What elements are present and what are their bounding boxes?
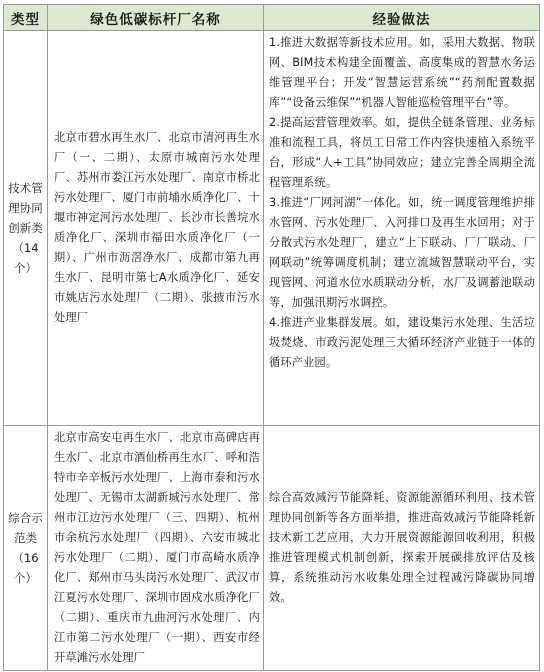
row-factory-names: 北京市高安屯再生水厂、北京市高碑店再生水厂、北京市酒仙桥再生水厂、呼和浩特市辛辛板污水处理厂、上海市泰和污水处理厂、无锡市太湖新城污水处理厂、常州市江边污水处理厂（三、四期）、杭州市余杭污水处理厂（四期）、六安市城北污水处理厂（二期）、厦门市高崎水质净化厂、郑州市马头岗污水处理厂、武汉市江夏污水处理厂、深圳市固戍水质净化厂（二期）、重庆市九曲河污水处理厂、内江市第二污水处理厂（一期）、西安市经开草滩污水处理厂 [48, 426, 264, 671]
experience-item: 综合高效减污节能降耗、资源能源循环利用、技术管理协同创新等各方面举措，推进高效减污节能降耗新技术新工艺应用，大力开展资源能源回收利用，积极推进管理模式机制创新，探索开展碳排放评估及核算，系统推动污水收集处理全过程减污降碳协同增效。 [269, 491, 535, 604]
row-category: 综合示范类（16个） [4, 426, 48, 671]
header-experience: 经验做法 [264, 5, 540, 31]
experience-item: 2.提高运营管理效率。如，提供全链条管理、业务标准和流程工具，将员工日常工作内容快速植入系统平台，形成“人+工具”协同效应；建立完善全周期全流程管理系统。 [269, 116, 535, 189]
header-row [4, 5, 540, 31]
row-experience [264, 31, 540, 426]
row-factory-names: 北京市碧水再生水厂、北京市清河再生水厂（一、二期）、太原市城南污水处理厂、苏州市娄江污水处理厂、南京市桥北污水处理厂、厦门市前埔水质净化厂、十堰市神定河污水处理厂、长沙市长善垸水质净化厂、深圳市福田水质净化厂（一期）、广州市沥滘净水厂、成都市第九再生水厂、昆明市第七A水质净化厂、延安市姚店污水处理厂（二期）、张掖市污水处理厂 [48, 31, 264, 426]
experience-item: 3.推进“厂网河湖”一体化。如，统一调度管理维护排水管网、污水处理厂、入河排口及再生水回用；对于分散式污水处理厂，建立“上下联动、厂厂联动、厂网联动”统筹调度机制；建立流域智慧联动平台，实现管网、河道水位水质联动分析，水厂及调蓄池联动等，加强汛期污水调控。 [269, 196, 535, 309]
experience-item: 1.推进大数据等新技术应用。如，采用大数据、物联网、BIM技术构建全面覆盖、高度集成的智慧水务运维管理平台；开发“智慧运营系统”“药剂配置数据库”“设备云维保”“机器人智能巡检管理平台”等。 [269, 36, 535, 109]
table-row [4, 426, 540, 671]
header-category: 类型 [4, 5, 48, 31]
header-factory-names: 绿色低碳标杆厂名称 [48, 5, 264, 31]
experience-item: 4.推进产业集群发展。如，建设集污水处理、生活垃圾焚烧、市政污泥处理三大循环经济产业链于一体的循环产业园。 [269, 316, 535, 369]
table-row [4, 31, 540, 426]
row-category: 技术管理协同创新类（14个） [4, 31, 48, 426]
row-experience [264, 426, 540, 671]
green-low-carbon-benchmark-table [3, 4, 540, 671]
